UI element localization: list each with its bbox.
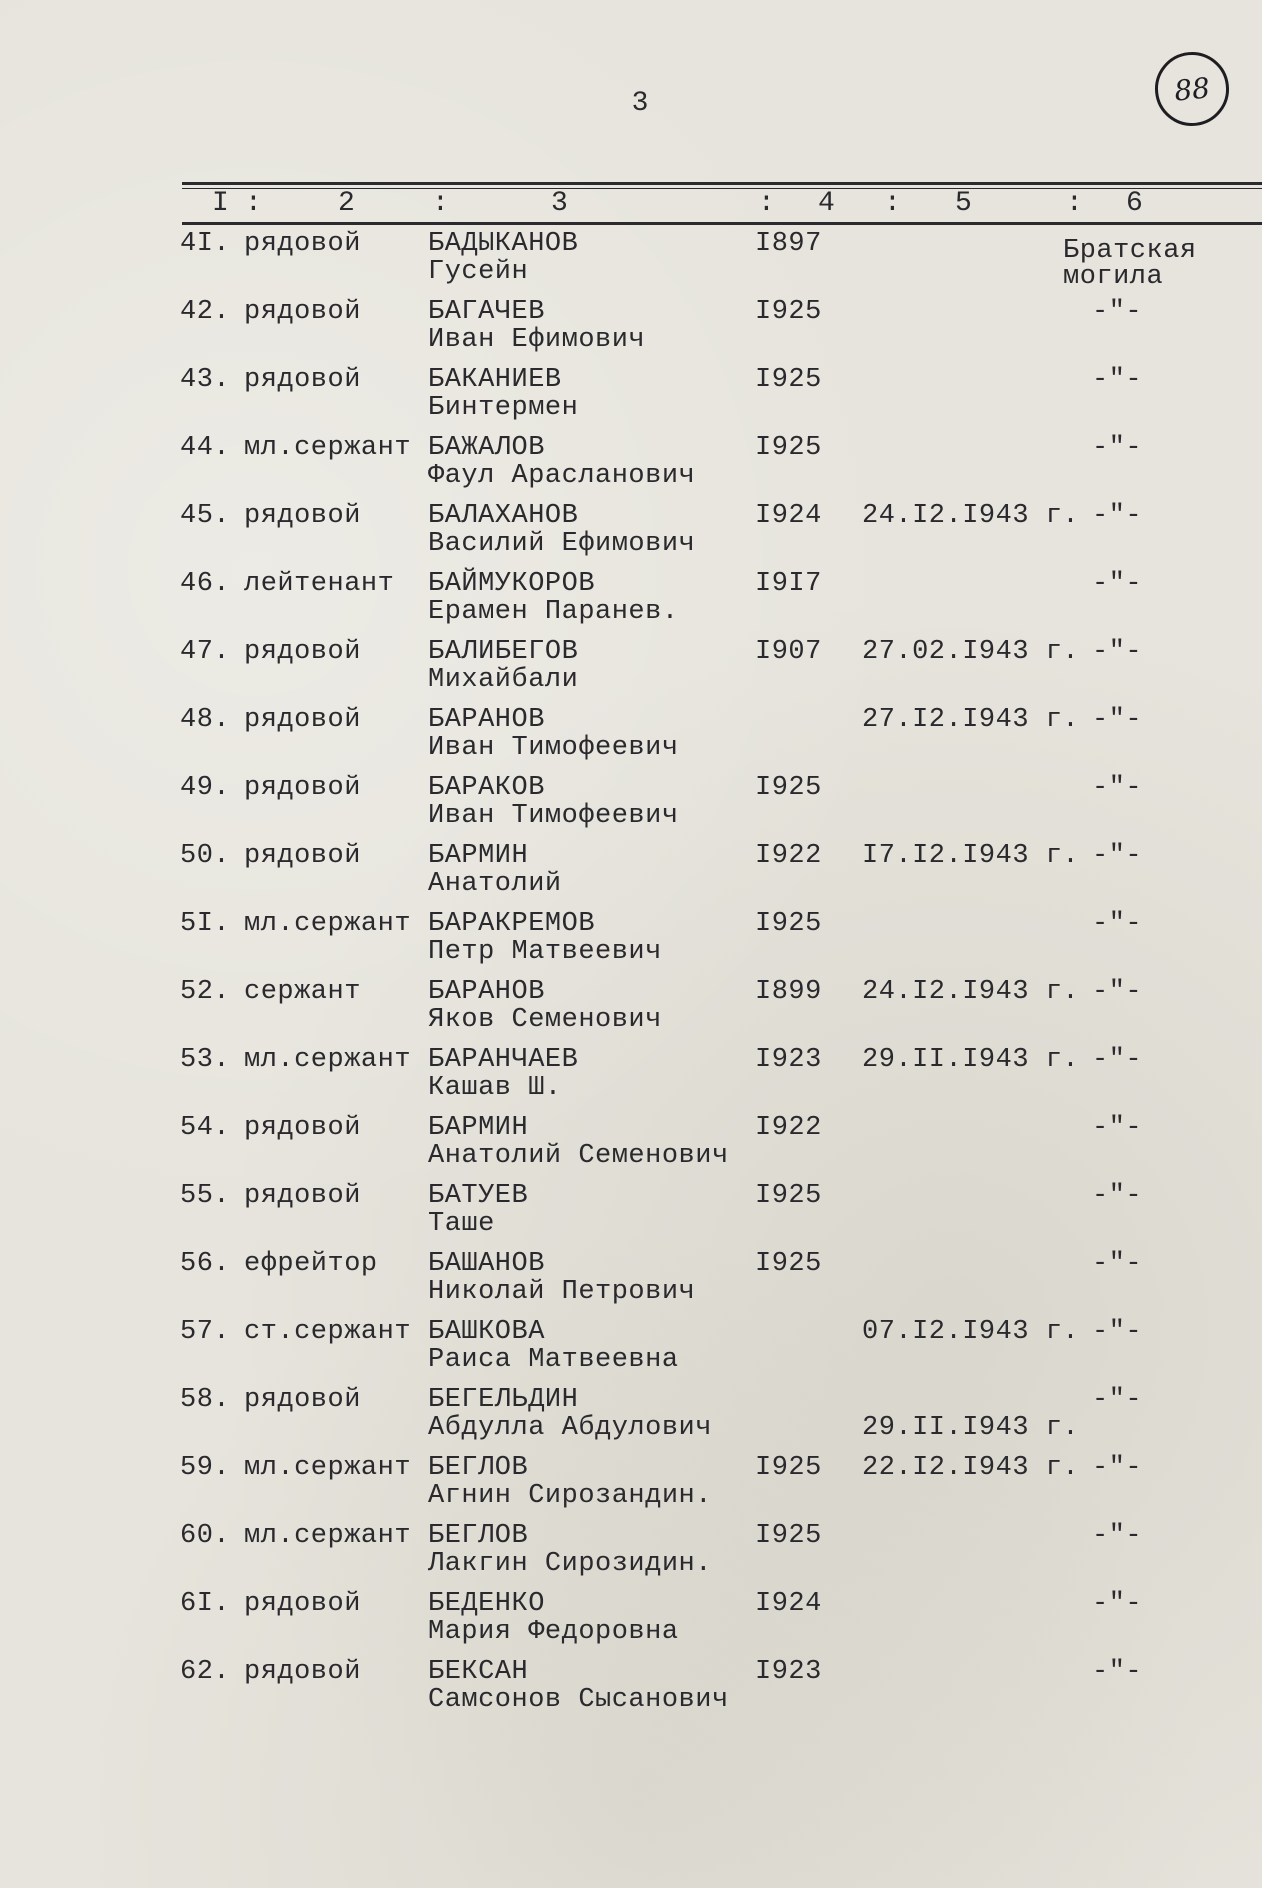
row-death-date: 07.I2.I943 г.	[862, 1317, 1080, 1347]
row-rank: рядовой	[244, 501, 361, 531]
row-number: 55.	[180, 1181, 231, 1211]
row-burial-place: -"-	[1092, 1453, 1143, 1483]
row-birth-year: I922	[755, 841, 822, 871]
col-header-4: 4	[818, 188, 835, 219]
row-surname: БАЛАХАНОВ	[428, 501, 579, 531]
row-burial-place: -"-	[1092, 977, 1143, 1007]
row-number: 53.	[180, 1045, 231, 1075]
row-rank: рядовой	[244, 297, 361, 327]
row-birth-year: I925	[755, 365, 822, 395]
row-surname: БЕГЕЛЬДИН	[428, 1385, 579, 1415]
row-surname: БЕДЕНКО	[428, 1589, 545, 1619]
row-burial-place: -"-	[1092, 1181, 1143, 1211]
col-sep-2: :	[432, 188, 449, 219]
row-surname: БАТУЕВ	[428, 1181, 529, 1211]
row-given-names: Ерамен Паранев.	[428, 597, 679, 627]
row-burial-place: -"-	[1092, 1385, 1143, 1415]
row-birth-year: I925	[755, 297, 822, 327]
row-birth-year: I9I7	[755, 569, 822, 599]
row-burial-place: -"-	[1092, 909, 1143, 939]
row-number: 46.	[180, 569, 231, 599]
row-number: 57.	[180, 1317, 231, 1347]
row-birth-year: I925	[755, 1249, 822, 1279]
row-number: 59.	[180, 1453, 231, 1483]
row-burial-place: -"-	[1092, 1589, 1143, 1619]
row-burial-place: -"-	[1092, 1045, 1143, 1075]
row-surname: БАРМИН	[428, 1113, 529, 1143]
row-surname: БАДЫКАНОВ	[428, 229, 579, 259]
row-given-names: Анатолий	[428, 869, 562, 899]
row-number: 5I.	[180, 909, 231, 939]
row-number: 60.	[180, 1521, 231, 1551]
row-burial-place: -"-	[1092, 1317, 1143, 1347]
row-given-names: Николай Петрович	[428, 1277, 696, 1307]
row-number: 44.	[180, 433, 231, 463]
row-surname: БЕГЛОВ	[428, 1453, 529, 1483]
row-burial-place: -"-	[1092, 773, 1143, 803]
row-birth-year: I925	[755, 909, 822, 939]
row-number: 43.	[180, 365, 231, 395]
row-burial-place: -"-	[1092, 1521, 1143, 1551]
row-rank: рядовой	[244, 1657, 361, 1687]
row-birth-year: I923	[755, 1045, 822, 1075]
row-given-names: Лакгин Сирозидин.	[428, 1549, 712, 1579]
row-given-names: Агнин Сирозандин.	[428, 1481, 712, 1511]
row-number: 4I.	[180, 229, 231, 259]
row-birth-year: I925	[755, 433, 822, 463]
row-rank: ефрейтор	[244, 1249, 378, 1279]
row-rank: рядовой	[244, 841, 361, 871]
row-burial-place: -"-	[1092, 501, 1143, 531]
archive-stamp	[1151, 48, 1232, 129]
row-given-names: Кашав Ш.	[428, 1073, 562, 1103]
row-burial-place: -"-	[1092, 365, 1143, 395]
row-birth-year: I924	[755, 501, 822, 531]
col-header-6: 6	[1126, 188, 1143, 219]
row-birth-year: I925	[755, 1181, 822, 1211]
sheet-edge-bottom	[0, 1888, 1269, 1900]
row-rank: мл.сержант	[244, 433, 412, 463]
row-surname: БАЛИБЕГОВ	[428, 637, 579, 667]
row-burial-place: -"-	[1092, 1113, 1143, 1143]
row-birth-year: I925	[755, 1521, 822, 1551]
row-birth-year: I925	[755, 1453, 822, 1483]
row-death-date: 22.I2.I943 г.	[862, 1453, 1080, 1483]
row-rank: мл.сержант	[244, 1453, 412, 1483]
col-header-1: I	[212, 188, 229, 219]
row-burial-place: -"-	[1092, 637, 1143, 667]
row-surname: БАРАНОВ	[428, 977, 545, 1007]
row-number: 42.	[180, 297, 231, 327]
row-surname: БАРАКРЕМОВ	[428, 909, 596, 939]
row-surname: БАРАКОВ	[428, 773, 545, 803]
col-header-3: 3	[551, 188, 568, 219]
row-surname: БАКАНИЕВ	[428, 365, 562, 395]
row-birth-year: I899	[755, 977, 822, 1007]
col-header-2: 2	[338, 188, 355, 219]
row-given-names: Бинтермен	[428, 393, 579, 423]
row-number: 47.	[180, 637, 231, 667]
row-burial-place: -"-	[1092, 841, 1143, 871]
stamp-number: 88	[1172, 70, 1212, 108]
row-rank: мл.сержант	[244, 1521, 412, 1551]
row-surname: БАЙМУКОРОВ	[428, 569, 596, 599]
row-rank: рядовой	[244, 1181, 361, 1211]
row-rank: мл.сержант	[244, 1045, 412, 1075]
row-death-date: 29.II.I943 г.	[862, 1413, 1080, 1443]
page-number: 3	[631, 88, 649, 119]
row-number: 54.	[180, 1113, 231, 1143]
row-number: 56.	[180, 1249, 231, 1279]
row-death-date: 24.I2.I943 г.	[862, 501, 1080, 531]
row-rank: сержант	[244, 977, 361, 1007]
row-given-names: Раиса Матвеевна	[428, 1345, 679, 1375]
row-rank: лейтенант	[244, 569, 395, 599]
row-surname: БАГАЧЕВ	[428, 297, 545, 327]
header-rule-bottom	[182, 222, 1262, 225]
row-burial-place: -"-	[1092, 297, 1143, 327]
row-number: 62.	[180, 1657, 231, 1687]
row-death-date: 27.I2.I943 г.	[862, 705, 1080, 735]
row-given-names: Иван Тимофеевич	[428, 801, 679, 831]
row-given-names: Анатолий Семенович	[428, 1141, 729, 1171]
row-given-names: Самсонов Сысанович	[428, 1685, 729, 1715]
col-sep-4: :	[884, 188, 901, 219]
row-given-names: Абдулла Абдулович	[428, 1413, 712, 1443]
row-rank: рядовой	[244, 773, 361, 803]
row-death-date: I7.I2.I943 г.	[862, 841, 1080, 871]
row-death-date: 24.I2.I943 г.	[862, 977, 1080, 1007]
row-surname: БАРАНОВ	[428, 705, 545, 735]
header-rule-top	[182, 182, 1262, 185]
row-number: 58.	[180, 1385, 231, 1415]
row-number: 50.	[180, 841, 231, 871]
row-birth-year: I922	[755, 1113, 822, 1143]
row-birth-year: I907	[755, 637, 822, 667]
row-surname: БАЖАЛОВ	[428, 433, 545, 463]
row-surname: БАРАНЧАЕВ	[428, 1045, 579, 1075]
row-surname: БАШАНОВ	[428, 1249, 545, 1279]
row-surname: БЕКСАН	[428, 1657, 529, 1687]
row-number: 52.	[180, 977, 231, 1007]
row-number: 45.	[180, 501, 231, 531]
row-rank: рядовой	[244, 365, 361, 395]
row-given-names: Петр Матвеевич	[428, 937, 662, 967]
col-sep-5: :	[1066, 188, 1083, 219]
row-rank: рядовой	[244, 229, 361, 259]
row-surname: БАРМИН	[428, 841, 529, 871]
row-burial-place: -"-	[1092, 433, 1143, 463]
row-number: 49.	[180, 773, 231, 803]
row-death-date: 29.II.I943 г.	[862, 1045, 1080, 1075]
row-rank: ст.сержант	[244, 1317, 412, 1347]
row-birth-year: I897	[755, 229, 822, 259]
row-given-names: Таше	[428, 1209, 495, 1239]
row-given-names: Василий Ефимович	[428, 529, 696, 559]
row-given-names: Фаул Арасланович	[428, 461, 696, 491]
row-burial-place: -"-	[1092, 569, 1143, 599]
row-burial-place: -"-	[1092, 1249, 1143, 1279]
row-rank: рядовой	[244, 637, 361, 667]
row-surname: БАШКОВА	[428, 1317, 545, 1347]
row-number: 6I.	[180, 1589, 231, 1619]
row-given-names: Иван Ефимович	[428, 325, 646, 355]
row-rank: рядовой	[244, 1385, 361, 1415]
row-rank: мл.сержант	[244, 909, 412, 939]
col-header-5: 5	[955, 188, 972, 219]
col-sep-1: :	[245, 188, 262, 219]
row-death-date: 27.02.I943 г.	[862, 637, 1080, 667]
row-birth-year: I925	[755, 773, 822, 803]
row-given-names: Мария Федоровна	[428, 1617, 679, 1647]
row-burial-place: -"-	[1092, 705, 1143, 735]
row-given-names: Гусейн	[428, 257, 529, 287]
row-given-names: Михайбали	[428, 665, 579, 695]
row-rank: рядовой	[244, 705, 361, 735]
row-birth-year: I923	[755, 1657, 822, 1687]
row-surname: БЕГЛОВ	[428, 1521, 529, 1551]
row-given-names: Иван Тимофеевич	[428, 733, 679, 763]
row-rank: рядовой	[244, 1589, 361, 1619]
row-given-names: Яков Семенович	[428, 1005, 662, 1035]
row-number: 48.	[180, 705, 231, 735]
row-rank: рядовой	[244, 1113, 361, 1143]
col-sep-3: :	[758, 188, 775, 219]
row-burial-place: -"-	[1092, 1657, 1143, 1687]
row-birth-year: I924	[755, 1589, 822, 1619]
sheet-edge	[1262, 0, 1269, 1900]
row-burial-place: Братская могила	[1063, 236, 1197, 292]
